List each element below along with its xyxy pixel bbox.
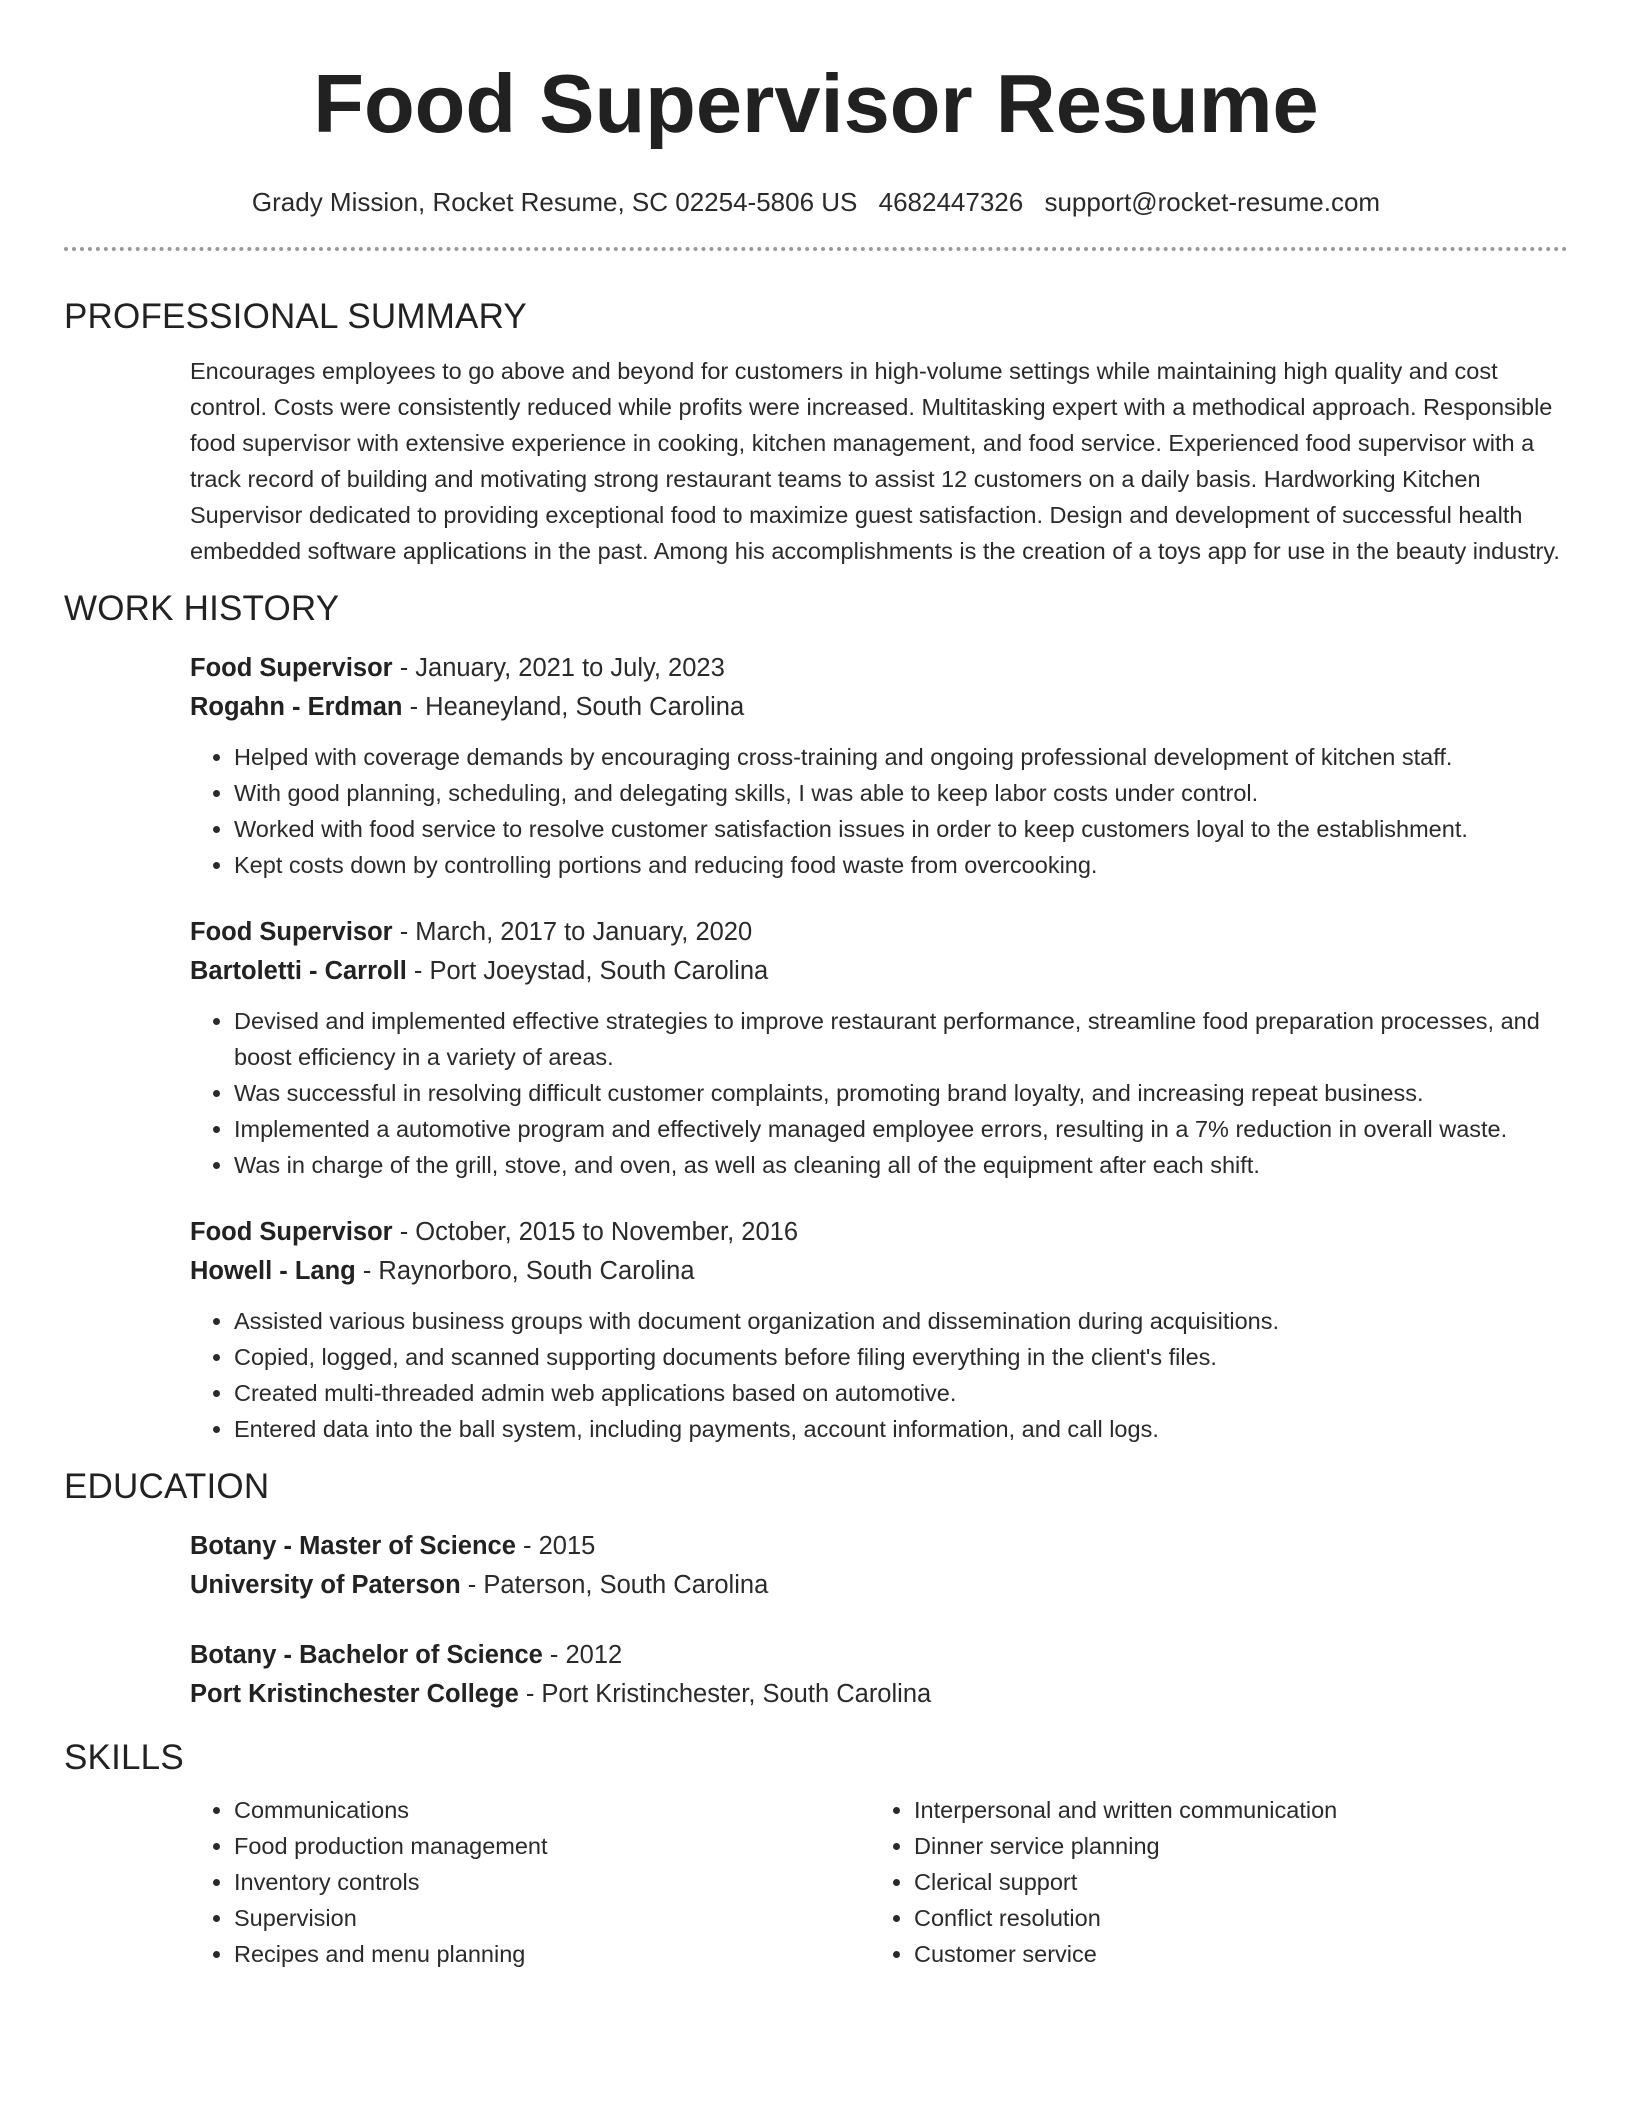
job-company: Rogahn - Erdman bbox=[190, 693, 403, 721]
job-location: - Raynorboro, South Carolina bbox=[355, 1257, 695, 1285]
summary-heading: PROFESSIONAL SUMMARY bbox=[64, 297, 527, 336]
job-bullets bbox=[190, 1303, 1568, 1447]
job-location: - Port Joeystad, South Carolina bbox=[406, 957, 769, 985]
skills-heading: SKILLS bbox=[64, 1738, 184, 1777]
job-bullets bbox=[190, 1003, 1568, 1183]
job-dates: - January, 2021 to July, 2023 bbox=[392, 654, 725, 682]
summary-text: Encourages employees to go above and beyond for customers in high-volume settings while maintaining high quality and cost control. Costs were consistently reduced while profits were increased. Multitasking expert with a methodical approach. Responsible food supervisor with extensive experience in cooking, kitchen management, and food service. Experienced food supervisor with a track record of building and motivating strong restaurant teams to assist 12 customers on a daily basis. Hardworking Kitchen Supervisor dedicated to providing exceptional food to maximize guest satisfaction. Design and development of successful health embedded software applications in the past. Among his accomplishments is the creation of a toys app for use in the beauty industry. bbox=[190, 358, 1560, 564]
job-bullet: • Created multi-threaded admin web applications based on automotive. bbox=[234, 1375, 1568, 1411]
job-bullet: • Was in charge of the grill, stove, and oven, as well as cleaning all of the equipment after each shift. bbox=[234, 1147, 1568, 1183]
degree-year: - 2012 bbox=[542, 1641, 623, 1669]
job-bullet: • Devised and implemented effective strategies to improve restaurant performance, streamline food preparation processes, and boost efficiency in a variety of areas. bbox=[234, 1003, 1568, 1075]
skills-list-right bbox=[870, 1792, 1337, 1972]
skill-item: • Food production management bbox=[234, 1828, 870, 1864]
degree-year: - 2015 bbox=[515, 1532, 596, 1560]
school-line bbox=[190, 1675, 1568, 1714]
job-bullet: • Entered data into the ball system, including payments, account information, and call logs. bbox=[234, 1411, 1568, 1447]
contact-email: support@rocket-resume.com bbox=[1044, 187, 1381, 217]
skills-list-left bbox=[190, 1792, 870, 1972]
job-entry bbox=[190, 1213, 1568, 1447]
skill-item: • Supervision bbox=[234, 1900, 870, 1936]
contact-address: Grady Mission, Rocket Resume, SC 02254-5806 US bbox=[251, 187, 858, 217]
job-company-line bbox=[190, 688, 1568, 727]
job-dates: - March, 2017 to January, 2020 bbox=[392, 918, 753, 946]
resume-title: Food Supervisor Resume bbox=[313, 57, 1319, 150]
job-entry bbox=[190, 649, 1568, 883]
job-bullet: • With good planning, scheduling, and delegating skills, I was able to keep labor costs under control. bbox=[234, 775, 1568, 811]
job-company-line bbox=[190, 1252, 1568, 1291]
degree: Botany - Master of Science bbox=[190, 1532, 516, 1560]
school-line bbox=[190, 1566, 1568, 1605]
job-title: Food Supervisor bbox=[190, 654, 393, 682]
school-location: - Port Kristinchester, South Carolina bbox=[518, 1680, 932, 1708]
skill-item: • Customer service bbox=[914, 1936, 1337, 1972]
degree: Botany - Bachelor of Science bbox=[190, 1641, 543, 1669]
job-bullet: • Implemented a automotive program and effectively managed employee errors, resulting in a 7% reduction in overall waste. bbox=[234, 1111, 1568, 1147]
skill-item: • Recipes and menu planning bbox=[234, 1936, 870, 1972]
education-entry bbox=[190, 1527, 1568, 1605]
job-bullet: • Helped with coverage demands by encouraging cross-training and ongoing professional development of kitchen staff. bbox=[234, 739, 1568, 775]
job-title-line bbox=[190, 1213, 1568, 1252]
education-section bbox=[64, 1465, 1568, 1714]
contact-phone: 4682447326 bbox=[878, 187, 1024, 217]
contact-line bbox=[64, 184, 1568, 220]
header-divider bbox=[64, 247, 1568, 251]
skill-item: • Clerical support bbox=[914, 1864, 1337, 1900]
skill-item: • Inventory controls bbox=[234, 1864, 870, 1900]
degree-line bbox=[190, 1636, 1568, 1675]
job-entry bbox=[190, 913, 1568, 1183]
job-bullet: • Was successful in resolving difficult customer complaints, promoting brand loyalty, and increasing repeat business. bbox=[234, 1075, 1568, 1111]
degree-line bbox=[190, 1527, 1568, 1566]
education-heading: EDUCATION bbox=[64, 1467, 270, 1506]
education-entry bbox=[190, 1636, 1568, 1714]
skill-item: • Communications bbox=[234, 1792, 870, 1828]
summary-section bbox=[64, 295, 1568, 569]
job-title-line bbox=[190, 913, 1568, 952]
school: University of Paterson bbox=[190, 1571, 461, 1599]
job-company: Bartoletti - Carroll bbox=[190, 957, 407, 985]
skill-item: • Interpersonal and written communication bbox=[914, 1792, 1337, 1828]
job-bullet: • Assisted various business groups with document organization and dissemination during acquisitions. bbox=[234, 1303, 1568, 1339]
job-location: - Heaneyland, South Carolina bbox=[402, 693, 745, 721]
skills-columns bbox=[190, 1792, 1568, 1972]
job-title-line bbox=[190, 649, 1568, 688]
school: Port Kristinchester College bbox=[190, 1680, 519, 1708]
work-history-heading: WORK HISTORY bbox=[64, 589, 340, 628]
skill-item: • Dinner service planning bbox=[914, 1828, 1337, 1864]
job-title: Food Supervisor bbox=[190, 918, 393, 946]
resume-page bbox=[64, 0, 1568, 1972]
job-bullet: • Worked with food service to resolve customer satisfaction issues in order to keep customers loyal to the establishment. bbox=[234, 811, 1568, 847]
job-bullets bbox=[190, 739, 1568, 883]
job-bullet: • Kept costs down by controlling portions and reducing food waste from overcooking. bbox=[234, 847, 1568, 883]
job-company-line bbox=[190, 952, 1568, 991]
skills-section bbox=[64, 1736, 1568, 1972]
skill-item: • Conflict resolution bbox=[914, 1900, 1337, 1936]
job-bullet: • Copied, logged, and scanned supporting documents before filing everything in the client's files. bbox=[234, 1339, 1568, 1375]
job-title: Food Supervisor bbox=[190, 1218, 393, 1246]
school-location: - Paterson, South Carolina bbox=[460, 1571, 769, 1599]
work-history-section bbox=[64, 587, 1568, 1447]
job-company: Howell - Lang bbox=[190, 1257, 356, 1285]
job-dates: - October, 2015 to November, 2016 bbox=[392, 1218, 799, 1246]
